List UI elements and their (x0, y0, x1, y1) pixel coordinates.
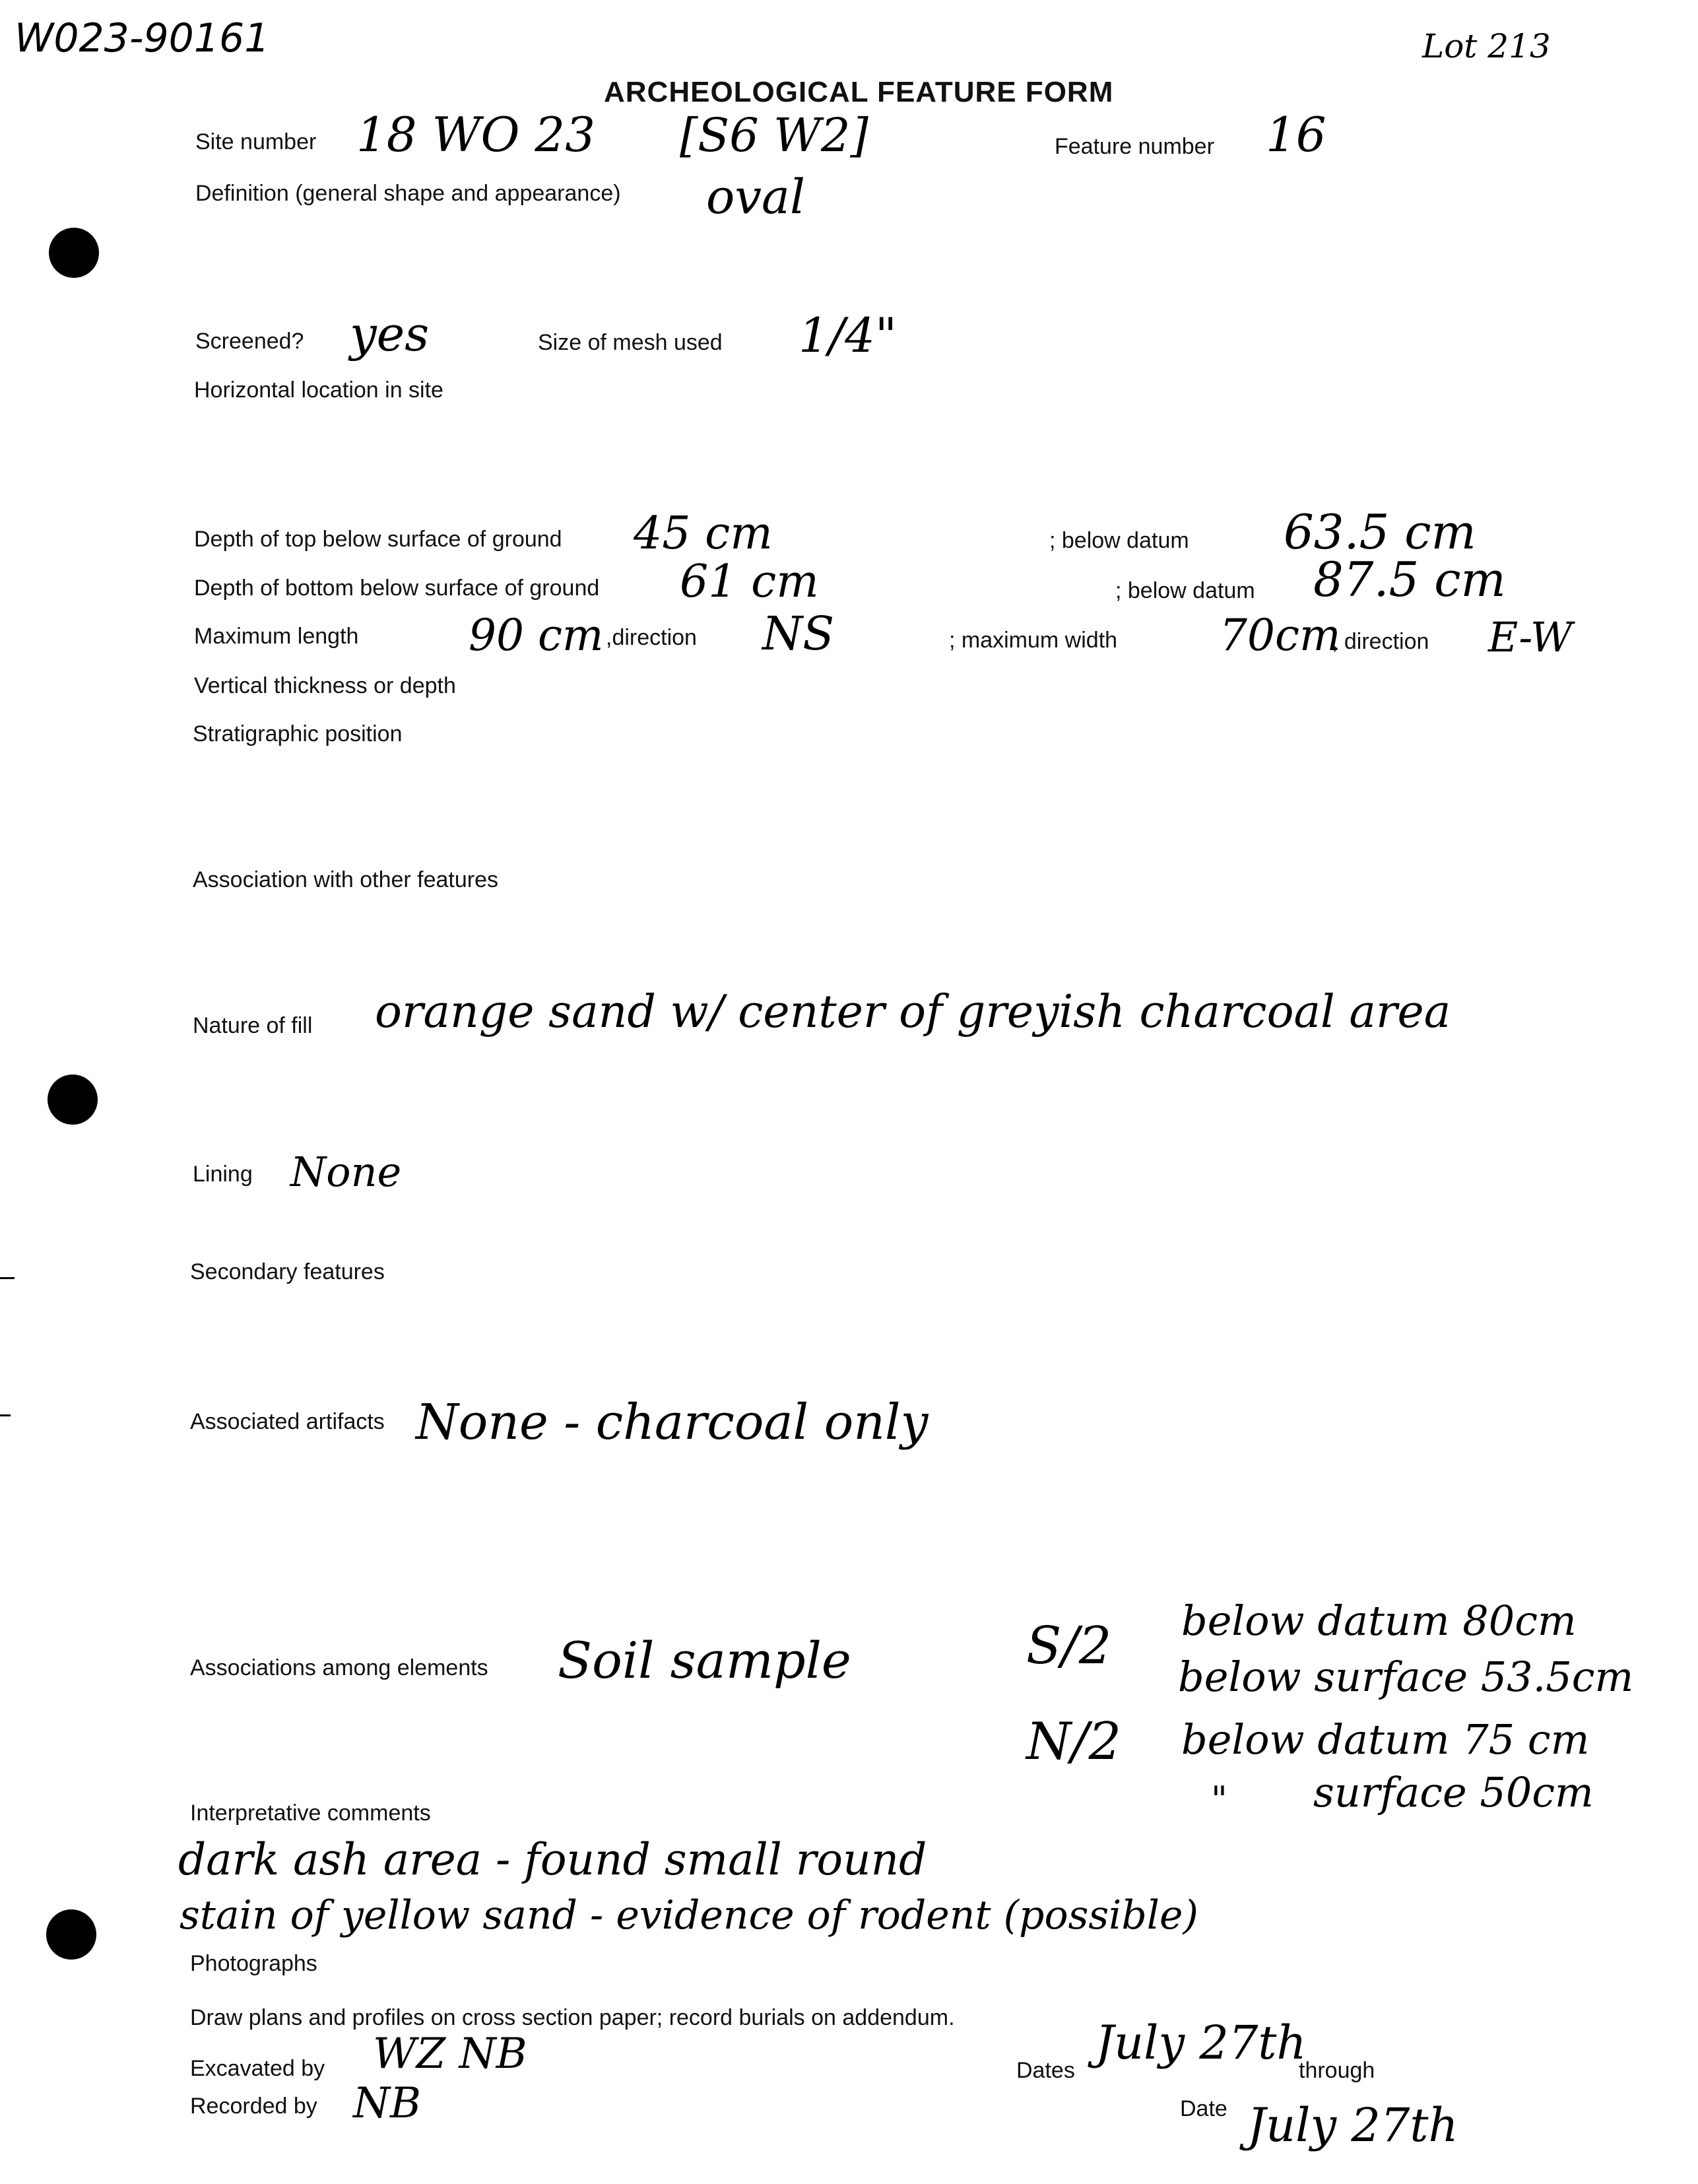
site-number-value: 18 WO 23 (356, 107, 596, 162)
associated-artifacts-value: None - charcoal only (416, 1394, 929, 1451)
punch-hole-top (49, 228, 99, 278)
stratigraphic-position-label: Stratigraphic position (193, 721, 403, 746)
depth-top-value: 45 cm (634, 508, 773, 560)
dates-label: Dates (1016, 2058, 1075, 2083)
depth-top-datum-label: ; below datum (1049, 528, 1189, 553)
punch-hole-middle (48, 1075, 98, 1125)
excavated-by-value: WZ NB (373, 2030, 527, 2078)
definition-value: oval (706, 169, 805, 224)
feature-number-label: Feature number (1055, 134, 1214, 159)
edge-mark (0, 1277, 15, 1279)
south-half-datum: below datum 80cm (1181, 1597, 1577, 1645)
depth-bottom-value: 61 cm (680, 556, 819, 608)
length-direction-label: ,direction (606, 625, 697, 650)
depth-top-datum-value: 63.5 cm (1284, 504, 1476, 560)
soil-sample-value: Soil sample (558, 1631, 851, 1690)
north-half-ditto: " (1211, 1779, 1227, 1820)
north-half-surface: surface 50cm (1313, 1768, 1594, 1816)
instructions-text: Draw plans and profiles on cross section paper; record burials on addendum. (190, 2005, 955, 2030)
associations-elements-label: Associations among elements (190, 1655, 488, 1680)
screened-value: yes (350, 306, 430, 362)
depth-bottom-datum-label: ; below datum (1115, 578, 1255, 603)
recorded-by-label: Recorded by (190, 2094, 317, 2119)
screened-label: Screened? (195, 329, 304, 354)
form-title: ARCHEOLOGICAL FEATURE FORM (604, 76, 1114, 108)
nature-of-fill-label: Nature of fill (193, 1013, 313, 1038)
horizontal-location-label: Horizontal location in site (194, 378, 443, 403)
interpretative-comments-line1: dark ash area - found small round (178, 1834, 927, 1885)
excavated-by-label: Excavated by (190, 2056, 325, 2081)
max-length-label: Maximum length (194, 624, 359, 649)
site-number-label: Site number (195, 129, 317, 154)
date-to-value: July 27th (1247, 2098, 1458, 2152)
secondary-features-label: Secondary features (190, 1259, 385, 1284)
mesh-size-label: Size of mesh used (538, 330, 723, 355)
lining-value: None (290, 1148, 402, 1196)
interpretative-comments-line2: stain of yellow sand - evidence of rodent (possible) (180, 1892, 1198, 1938)
lining-label: Lining (193, 1162, 253, 1187)
associated-artifacts-label: Associated artifacts (190, 1409, 385, 1434)
depth-bottom-datum-value: 87.5 cm (1313, 552, 1506, 607)
nature-of-fill-value: orange sand w/ center of greyish charcoal area (375, 986, 1451, 1038)
length-direction-value: NS (762, 607, 835, 661)
lot-number: Lot 213 (1422, 27, 1551, 65)
vertical-thickness-label: Vertical thickness or depth (194, 673, 456, 698)
north-half-label: N/2 (1026, 1712, 1122, 1771)
max-width-value: 70cm (1220, 610, 1341, 661)
south-half-surface: below surface 53.5cm (1178, 1653, 1634, 1701)
width-direction-value: E-W (1488, 613, 1573, 661)
interpretative-comments-label: Interpretative comments (190, 1801, 431, 1826)
edge-mark (0, 1414, 11, 1416)
depth-top-label: Depth of top below surface of ground (194, 527, 562, 552)
north-half-datum: below datum 75 cm (1181, 1715, 1590, 1764)
site-grid-unit: [S6 W2] (680, 108, 868, 162)
association-features-label: Association with other features (193, 867, 499, 892)
recorded-by-value: NB (353, 2079, 422, 2128)
definition-label: Definition (general shape and appearance) (195, 181, 621, 206)
max-width-label: ; maximum width (949, 628, 1118, 653)
feature-number-value: 16 (1266, 107, 1326, 162)
date-from-value: July 27th (1095, 2016, 1307, 2070)
mesh-size-value: 1/4" (799, 308, 897, 363)
through-label: through (1299, 2058, 1375, 2083)
max-length-value: 90 cm (469, 610, 604, 661)
date-label: Date (1180, 2096, 1227, 2121)
photographs-label: Photographs (190, 1951, 317, 1976)
south-half-label: S/2 (1026, 1616, 1112, 1676)
document-code: W023-90161 (15, 15, 270, 61)
punch-hole-bottom (46, 1909, 96, 1960)
width-direction-label: , direction (1332, 629, 1429, 654)
depth-bottom-label: Depth of bottom below surface of ground (194, 576, 600, 601)
